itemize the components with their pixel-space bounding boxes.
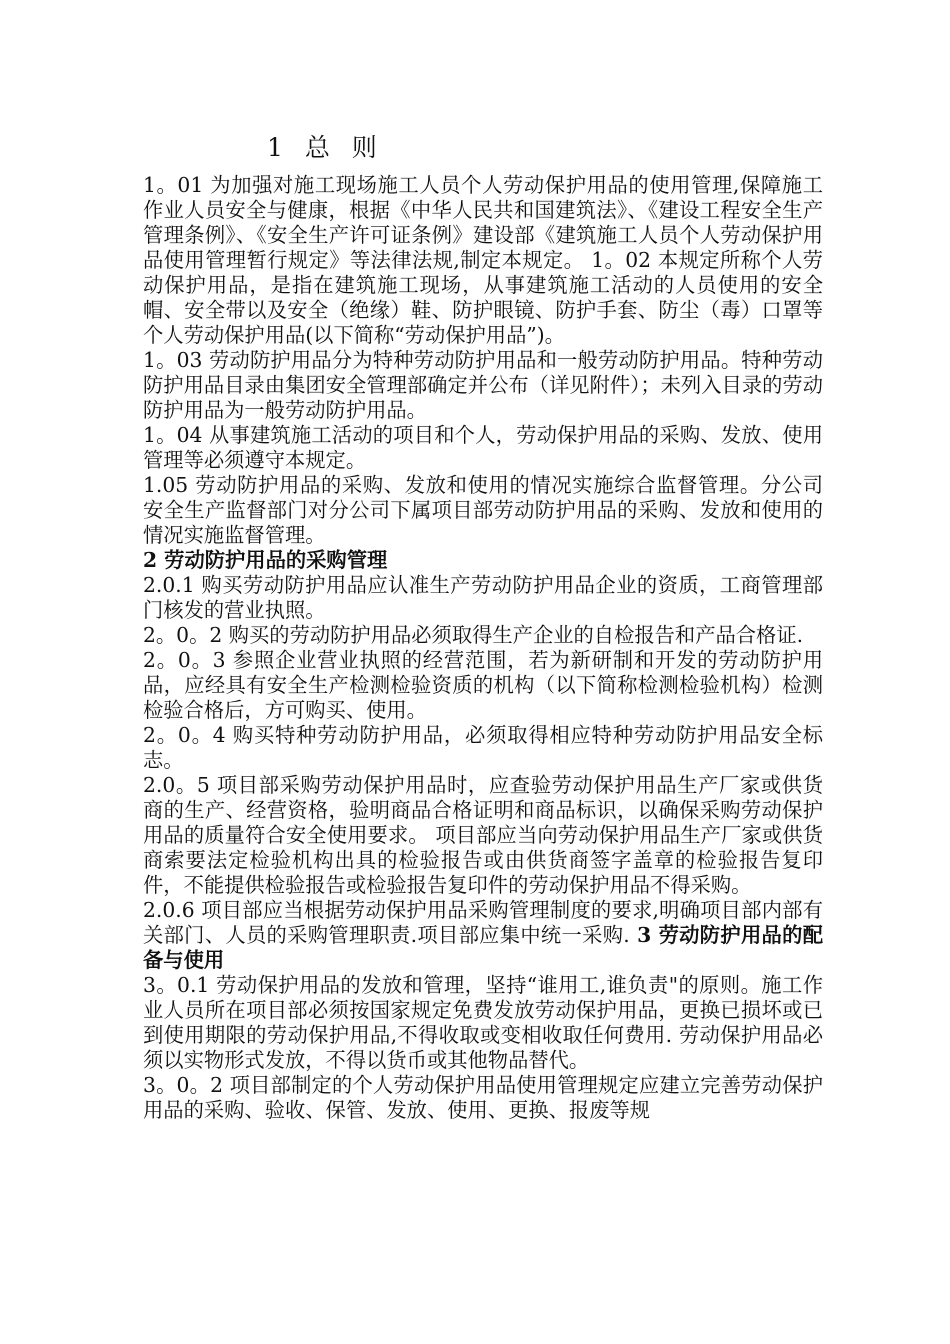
paragraph-1-05: 1.05 劳动防护用品的采购、发放和使用的情况实施综合监督管理。分公司安全生产监督部门对分公司下属项目部劳动防护用品的采购、发放和使用的情况实施监督管理。 (143, 473, 823, 547)
paragraph-1-03: 1。03 劳动防护用品分为特种劳动防护用品和一般劳动防护用品。特种劳动防护用品目录由集团安全管理部确定并公布（详见附件）；未列入目录的劳动防护用品为一般劳动防护用品。 (143, 348, 823, 422)
paragraph-1-04: 1。04 从事建筑施工活动的项目和个人，劳动保护用品的采购、发放、使用管理等必须遵守本规定。 (143, 423, 823, 472)
paragraph-2-0-1: 2.0.1 购买劳动防护用品应认准生产劳动防护用品企业的资质，工商管理部门核发的营业执照。 (143, 573, 823, 622)
section-2-heading: 2 劳动防护用品的采购管理 (143, 548, 388, 572)
paragraph-2-0-3: 2。0。3 参照企业营业执照的经营范围，若为新研制和开发的劳动防护用品，应经具有安全生产检测检验资质的机构（以下简称检测检验机构）检测检验合格后，方可购买、使用。 (143, 648, 823, 722)
paragraph-2-0-2: 2。0。2 购买的劳动防护用品必须取得生产企业的自检报告和产品合格证. (143, 623, 804, 647)
section-3-heading: 3 劳动防护用品的配备与使用 (143, 923, 823, 972)
paragraph-3-0-1: 3。0.1 劳动保护用品的发放和管理，坚持“谁用工,谁负责"的原则。施工作业人员所在项目部必须按国家规定免费发放劳动保护用品，更换已损坏或已到使用期限的劳动保护用品,不得收取或变相收取任何费用. 劳动保护用品必须以实物形式发放，不得以货币或其他物品替代。 (143, 973, 823, 1072)
paragraph-3-0-2: 3。0。2 项目部制定的个人劳动保护用品使用管理规定应建立完善劳动保护用品的采购、验收、保管、发放、使用、更换、报废等规 (143, 1073, 823, 1122)
paragraph-2-0-5: 2.0。5 项目部采购劳动保护用品时，应查验劳动保护用品生产厂家或供货商的生产、经营资格，验明商品合格证明和商品标识，以确保采购劳动保护用品的质量符合安全使用要求。 项目部应当向劳动保护用品生产厂家或供货商索要法定检验机构出具的检验报告或由供货商签字盖章的检验报告复印件，不能提供检验报告或检验报告复印件的劳动保护用品不得采购。 (143, 773, 823, 897)
paragraph-2-0-6-with-heading (143, 898, 823, 973)
paragraph-2-0-4: 2。0。4 购买特种劳动防护用品，必须取得相应特种劳动防护用品安全标志。 (143, 723, 823, 772)
paragraph-1-01: 1。01 为加强对施工现场施工人员个人劳动保护用品的使用管理,保障施工作业人员安全与健康，根据《中华人民共和国建筑法》、《建设工程安全生产管理条例》、《安全生产许可证条例》建设部《建筑施工人员个人劳动保护用品使用管理暂行规定》等法律法规,制定本规定。 1。02 本规定所称个人劳动保护用品，是指在建筑施工现场，从事建筑施工活动的人员使用的安全帽、安全带以及安全（绝缘）鞋、防护眼镜、防护手套、防尘（毒）口罩等个人劳动保护用品(以下简称“劳动保护用品”)。 (143, 173, 823, 347)
paragraph-2-0-6: 2.0.6 项目部应当根据劳动保护用品采购管理制度的要求,明确项目部内部有关部门、人员的采购管理职责.项目部应集中统一采购. (143, 898, 823, 947)
page-title: 1 总 则 (267, 133, 384, 162)
document-page (143, 130, 823, 1123)
